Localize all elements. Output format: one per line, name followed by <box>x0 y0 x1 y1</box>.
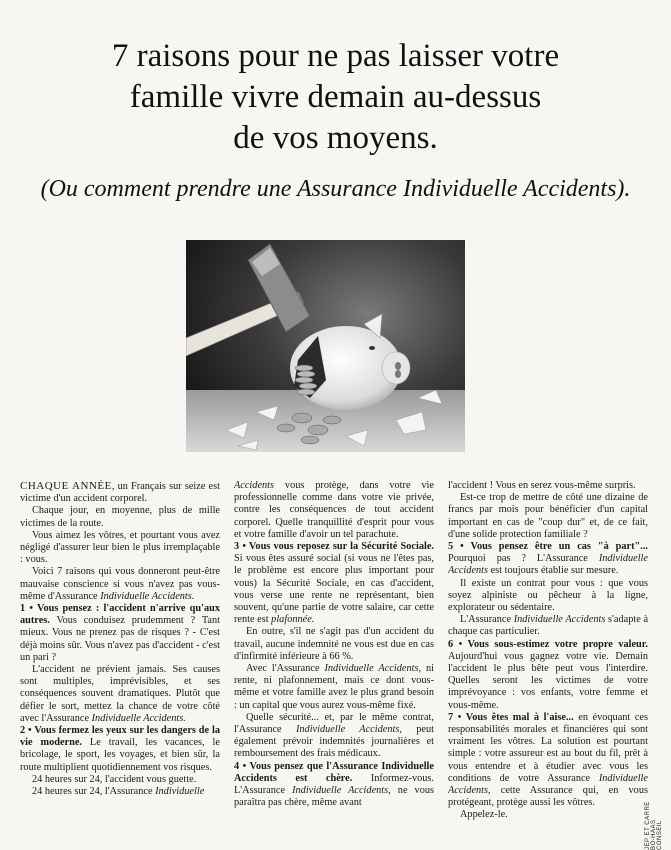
paragraph: 24 heures sur 24, l'accident vous guette. <box>32 773 197 785</box>
paragraph <box>234 663 434 712</box>
paragraph: Vous aimez les vôtres, et pourtant vous avez négligé d'assurer leur bien le plus irremplaçable : vous. <box>20 529 220 566</box>
paragraph <box>20 480 220 505</box>
text: Pourquoi pas ? L'Assurance <box>448 553 599 565</box>
reason-title: 7 • Vous êtes mal à l'aise... <box>448 711 574 723</box>
paragraph <box>20 664 220 725</box>
paragraph: En outre, s'il ne s'agit pas d'un accident du travail, aucune indemnité ne vous est due en cas d'infirmité inférieure à 66 %. <box>234 626 434 662</box>
reason-title: 2 • Vous fermez les yeux sur les dangers de la vie moderne. <box>20 725 220 749</box>
reason-title: 4 • Vous pensez que l'Assurance Individuelle Accidents est chère. <box>234 760 434 784</box>
text: s'adapte à chaque cas particulier. <box>448 614 648 638</box>
reason-5 <box>448 541 648 578</box>
reason-7 <box>448 712 648 810</box>
text: Individuelle <box>155 786 205 798</box>
column-1 <box>20 480 220 835</box>
headline-line-3: de vos moyens. <box>233 120 438 156</box>
lead-caps: CHAQUE ANNÉE <box>20 480 112 492</box>
paragraph: l'accident ! Vous en serez vous-même surpris. <box>448 480 636 491</box>
reason-4 <box>234 761 434 810</box>
column-2 <box>234 480 434 835</box>
article-body <box>20 480 648 835</box>
reason-title: 6 • Vous sous-estimez votre propre valeur. <box>448 638 648 650</box>
reason-3 <box>234 541 434 626</box>
text: , cette Assurance qui, en vous protégeant, protège aussi les vôtres. <box>448 785 648 809</box>
reason-6 <box>448 639 648 712</box>
reason-title: 3 • Vous vous reposez sur la Sécurité Sociale. <box>234 541 434 553</box>
subtitle: (Ou comment prendre une Assurance Individuelle Accidents). <box>40 176 631 202</box>
column-3 <box>448 480 648 835</box>
paragraph <box>234 712 434 761</box>
reason-title: 1 • Vous pensez : l'accident n'arrive qu'aux autres. <box>20 603 220 627</box>
closing-line: Appelez-le. <box>460 809 508 821</box>
text: L'Assurance <box>460 614 514 626</box>
headline <box>0 36 671 159</box>
text: est toujours établie sur mesure. <box>488 565 619 577</box>
text: Accidents <box>234 480 275 491</box>
text: Vous conduisez prudemment ? Tant mieux. Vous ne prenez pas de risques ? - C'est déjà moins sûr. Vous n'avez pas d'accident - c'est un pari ? <box>20 615 220 663</box>
text: Si vous êtes assuré social (si vous ne l'êtes pas, le problème est encore plus important pour vous) la Sécurité Sociale, en cas d'accident, vous verse une rente ne représentant, bien souvent, qu'une partie de votre salaire, car cette rente est <box>234 553 434 626</box>
text: Avec l'Assurance <box>246 663 325 675</box>
text: Individuelle Accidents <box>292 785 389 797</box>
text: ni rente, ni plafonnement, mais ce dont vous-même et votre famille avez le plus grand besoin : un capital que vous aurez vous-même fixé. <box>234 663 434 711</box>
hammer-smashing-piggy-bank-icon <box>186 240 465 452</box>
text: Individuelle Accidents. <box>100 590 195 602</box>
agency-credit: JEP ET CARRÉ BO-HAAS CONSEIL <box>645 801 663 850</box>
text: plafonnée. <box>271 614 315 626</box>
reason-2 <box>20 725 220 774</box>
text: Individuelle Accidents <box>448 772 648 797</box>
text: L'accident ne prévient jamais. Ses causes sont multiples, imprévisibles, et ses conséquences souvent dramatiques. Plutôt que défier le sort, mettez la chance de votre côté avec l'Assurance <box>20 664 220 724</box>
text: Aujourd'hui vous gagnez votre vie. Demain l'accident le plus bête peut vous l'interdire. Quelles seront les victimes de votre imprévoyance : vos enfants, votre femme et vous-même. <box>448 650 648 711</box>
paragraph <box>20 566 220 603</box>
text: Voici 7 raisons qui vous donneront peut-être mauvaise conscience si vous n'avez pas vous-même d'Assurance <box>20 566 220 602</box>
text: Individuelle Accidents. <box>91 712 186 724</box>
headline-line-1: 7 raisons pour ne pas laisser votre <box>111 38 560 74</box>
text: Individuelle Accidents <box>513 614 606 626</box>
text: , un Français sur seize est victime d'un accident corporel. <box>20 481 220 505</box>
paragraph: Chaque jour, en moyenne, plus de mille victimes de la route. <box>20 505 220 529</box>
paragraph <box>234 480 434 541</box>
text: Individuelle Accidents <box>448 553 648 577</box>
text: en évoquant ces responsabilités morales et financières qui sont vraiment les vôtres. La solution est pourtant simple : votre assureur est au bout du fil, prêt à vous entendre et à étudier avec vous les conditions de votre Assurance <box>448 711 648 784</box>
text: Quelle sécurité... et, par le même contrat, l'Assurance <box>234 711 434 736</box>
text: , ne vous paraîtra pas chère, même avant <box>234 785 434 809</box>
paragraph <box>448 614 648 638</box>
text: vous protège, dans votre vie professionnelle comme dans votre vie privée, contre les conséquences de tout accident corporel. Quelle tranquillité d'esprit pour vous et votre famille d'avoir un tel parachute. <box>234 480 434 540</box>
text: Individuelle Accidents, <box>324 663 422 675</box>
text: peut également prévoir indemnités journalières et remboursement des frais médicaux. <box>234 724 434 760</box>
headline-line-2: famille vivre demain au-dessus <box>129 79 542 115</box>
reason-title: 5 • Vous pensez être un cas "à part"... <box>448 541 648 553</box>
text: Individuelle Accidents, <box>295 724 402 736</box>
paragraph: Est-ce trop de mettre de côté une dizaine de francs par mois pour bénéficier d'un capital important en cas de "coup dur" et, de ce fait, d'une solide protection familiale ? <box>448 492 648 540</box>
paragraph <box>20 786 220 798</box>
text: Informez-vous. L'Assurance <box>234 772 434 797</box>
text: Le travail, les vacances, le bricolage, le sport, les voyages, et bien sûr, la route multiplient quotidiennement vos risques. <box>20 737 220 773</box>
text: 24 heures sur 24, l'Assurance <box>32 786 156 798</box>
reason-1 <box>20 603 220 664</box>
paragraph: Il existe un contrat pour vous : que vous soyez alpiniste ou pêcheur à la ligne, explorateur ou sédentaire. <box>448 577 648 614</box>
